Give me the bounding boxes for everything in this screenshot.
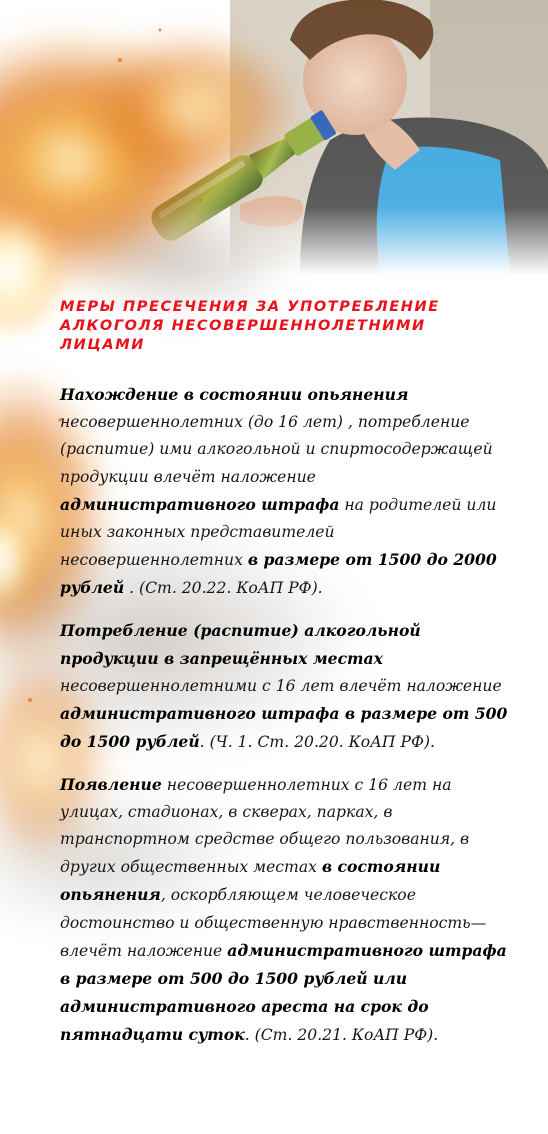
text-segment: несовершеннолетних (до 16 лет) , потребление (распитие) ими алкогольной и спиртосодержащей продукции влечёт наложение <box>60 413 493 486</box>
article-paragraph <box>60 617 510 757</box>
text-segment: на родителей или иных законных представителей несовершеннолетних <box>60 495 497 570</box>
paragraphs <box>60 381 510 1050</box>
bold-text-segment: в состоянии опьянения <box>60 857 441 905</box>
text-segment: несовершеннолетними с 16 лет влечёт наложение <box>60 677 502 696</box>
leaflet-heading: МЕРЫ ПРЕСЕЧЕНИЯ ЗА УПОТРЕБЛЕНИЕ АЛКОГОЛЯ НЕСОВЕРШЕННОЛЕТНИМИ ЛИЦАМИ <box>60 299 440 353</box>
article-paragraph <box>60 381 510 603</box>
bold-text-segment: административного штрафа <box>60 494 340 514</box>
text-segment: несовершеннолетних с 16 лет на улицах, стадионах, в скверах, парках, в транспортном средстве общего пользования, в других общественных местах <box>60 775 470 877</box>
bold-text-segment: административного штрафа в размере от 500 до 1500 рублей или административного ареста на срок до пятнадцати суток <box>60 940 507 1045</box>
article-paragraph <box>60 771 510 1050</box>
text-segment: . (Ст. 20.22. КоАП РФ). <box>124 579 323 598</box>
bold-text-segment: в размере от 1500 до 2000 рублей <box>60 550 497 598</box>
text-segment: . (Ч. 1. Ст. 20.20. КоАП РФ). <box>199 733 435 752</box>
text-content <box>60 298 510 1064</box>
text-segment: . (Ст. 20.21. КоАП РФ). <box>244 1026 439 1045</box>
bold-text-segment: административного штрафа в размере от 500 до 1500 рублей <box>60 704 508 752</box>
bold-text-segment: Потребление (распитие) алкогольной продукции в запрещённых местах <box>60 620 421 668</box>
text-segment: , оскорбляющем человеческое достоинство и общественную нравственность— влечёт наложение <box>60 886 487 960</box>
bold-text-segment: Нахождение в состоянии опьянения <box>60 385 409 404</box>
bold-text-segment: Появление <box>60 774 162 794</box>
